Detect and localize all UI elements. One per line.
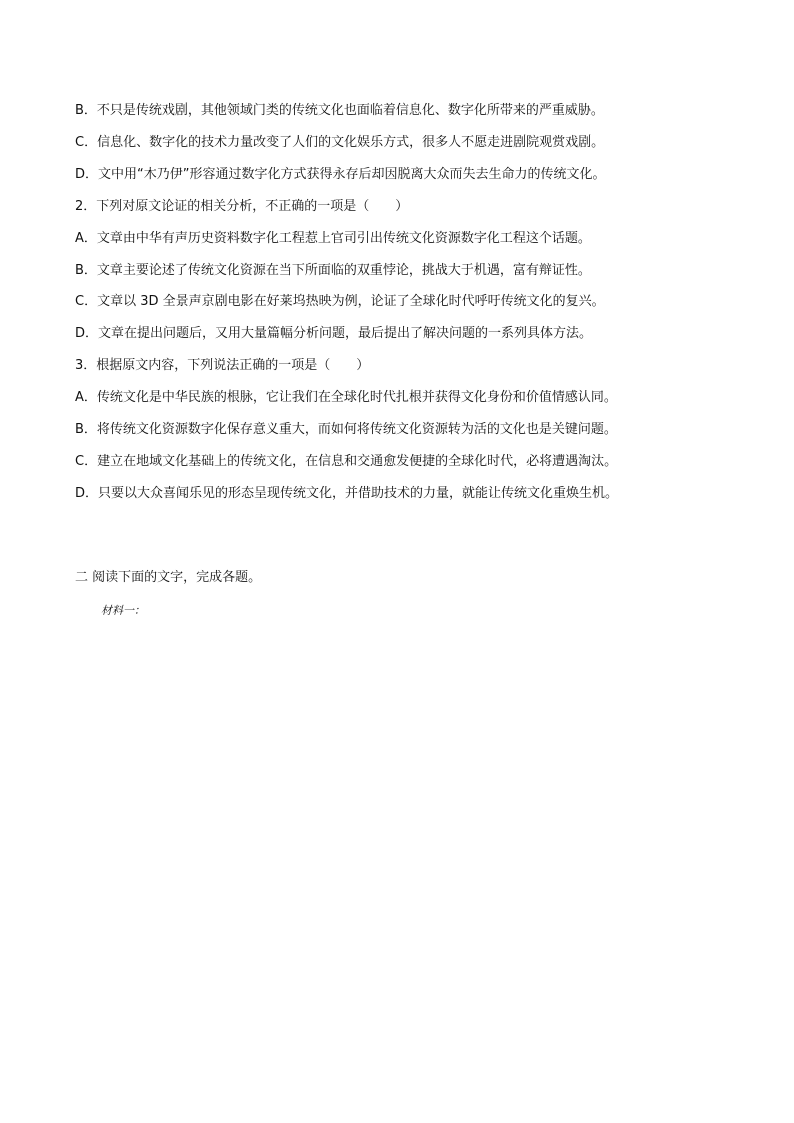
q1-option-c: C．信息化、数字化的技术力量改变了人们的文化娱乐方式，很多人不愿走进剧院观赏戏剧。 (75, 135, 605, 150)
section-2-title: 二 阅读下面的文字，完成各题。 (75, 570, 262, 585)
q2-option-c: C．文章以 3D 全景声京剧电影在好莱坞热映为例，论证了全球化时代呼吁传统文化的复兴。 (75, 294, 605, 309)
q3-option-a: A．传统文化是中华民族的根脉，它让我们在全球化时代扎根并获得文化身份和价值情感认同。 (75, 390, 617, 405)
material-1-label: 材料一： (101, 604, 145, 617)
q2-option-b: B．文章主要论述了传统文化资源在当下所面临的双重悖论，挑战大于机遇，富有辩证性。 (75, 263, 591, 278)
q1-option-d: D．文中用“木乃伊”形容通过数字化方式获得永存后却因脱离大众而失去生命力的传统文化。 (75, 167, 606, 182)
q3-option-b: B．将传统文化资源数字化保存意义重大，而如何将传统文化资源转为活的文化也是关键问题。 (75, 422, 617, 437)
q3-option-d: D．只要以大众喜闻乐见的形态呈现传统文化，并借助技术的力量，就能让传统文化重焕生机。 (75, 486, 619, 501)
q3-stem: 3．根据原文内容，下列说法正确的一项是（ ） (75, 358, 370, 373)
q2-option-a: A．文章由中华有声历史资料数字化工程惹上官司引出传统文化资源数字化工程这个话题。 (75, 231, 591, 246)
q2-stem: 2．下列对原文论证的相关分析，不正确的一项是（ ） (75, 199, 409, 214)
q1-option-b: B．不只是传统戏剧，其他领域门类的传统文化也面临着信息化、数字化所带来的严重威胁。 (75, 103, 604, 118)
q3-option-c: C．建立在地域文化基础上的传统文化，在信息和交通愈发便捷的全球化时代，必将遭遇淘汰。 (75, 454, 618, 469)
q2-option-d: D．文章在提出问题后，又用大量篇幅分析问题，最后提出了解决问题的一系列具体方法。 (75, 326, 593, 341)
